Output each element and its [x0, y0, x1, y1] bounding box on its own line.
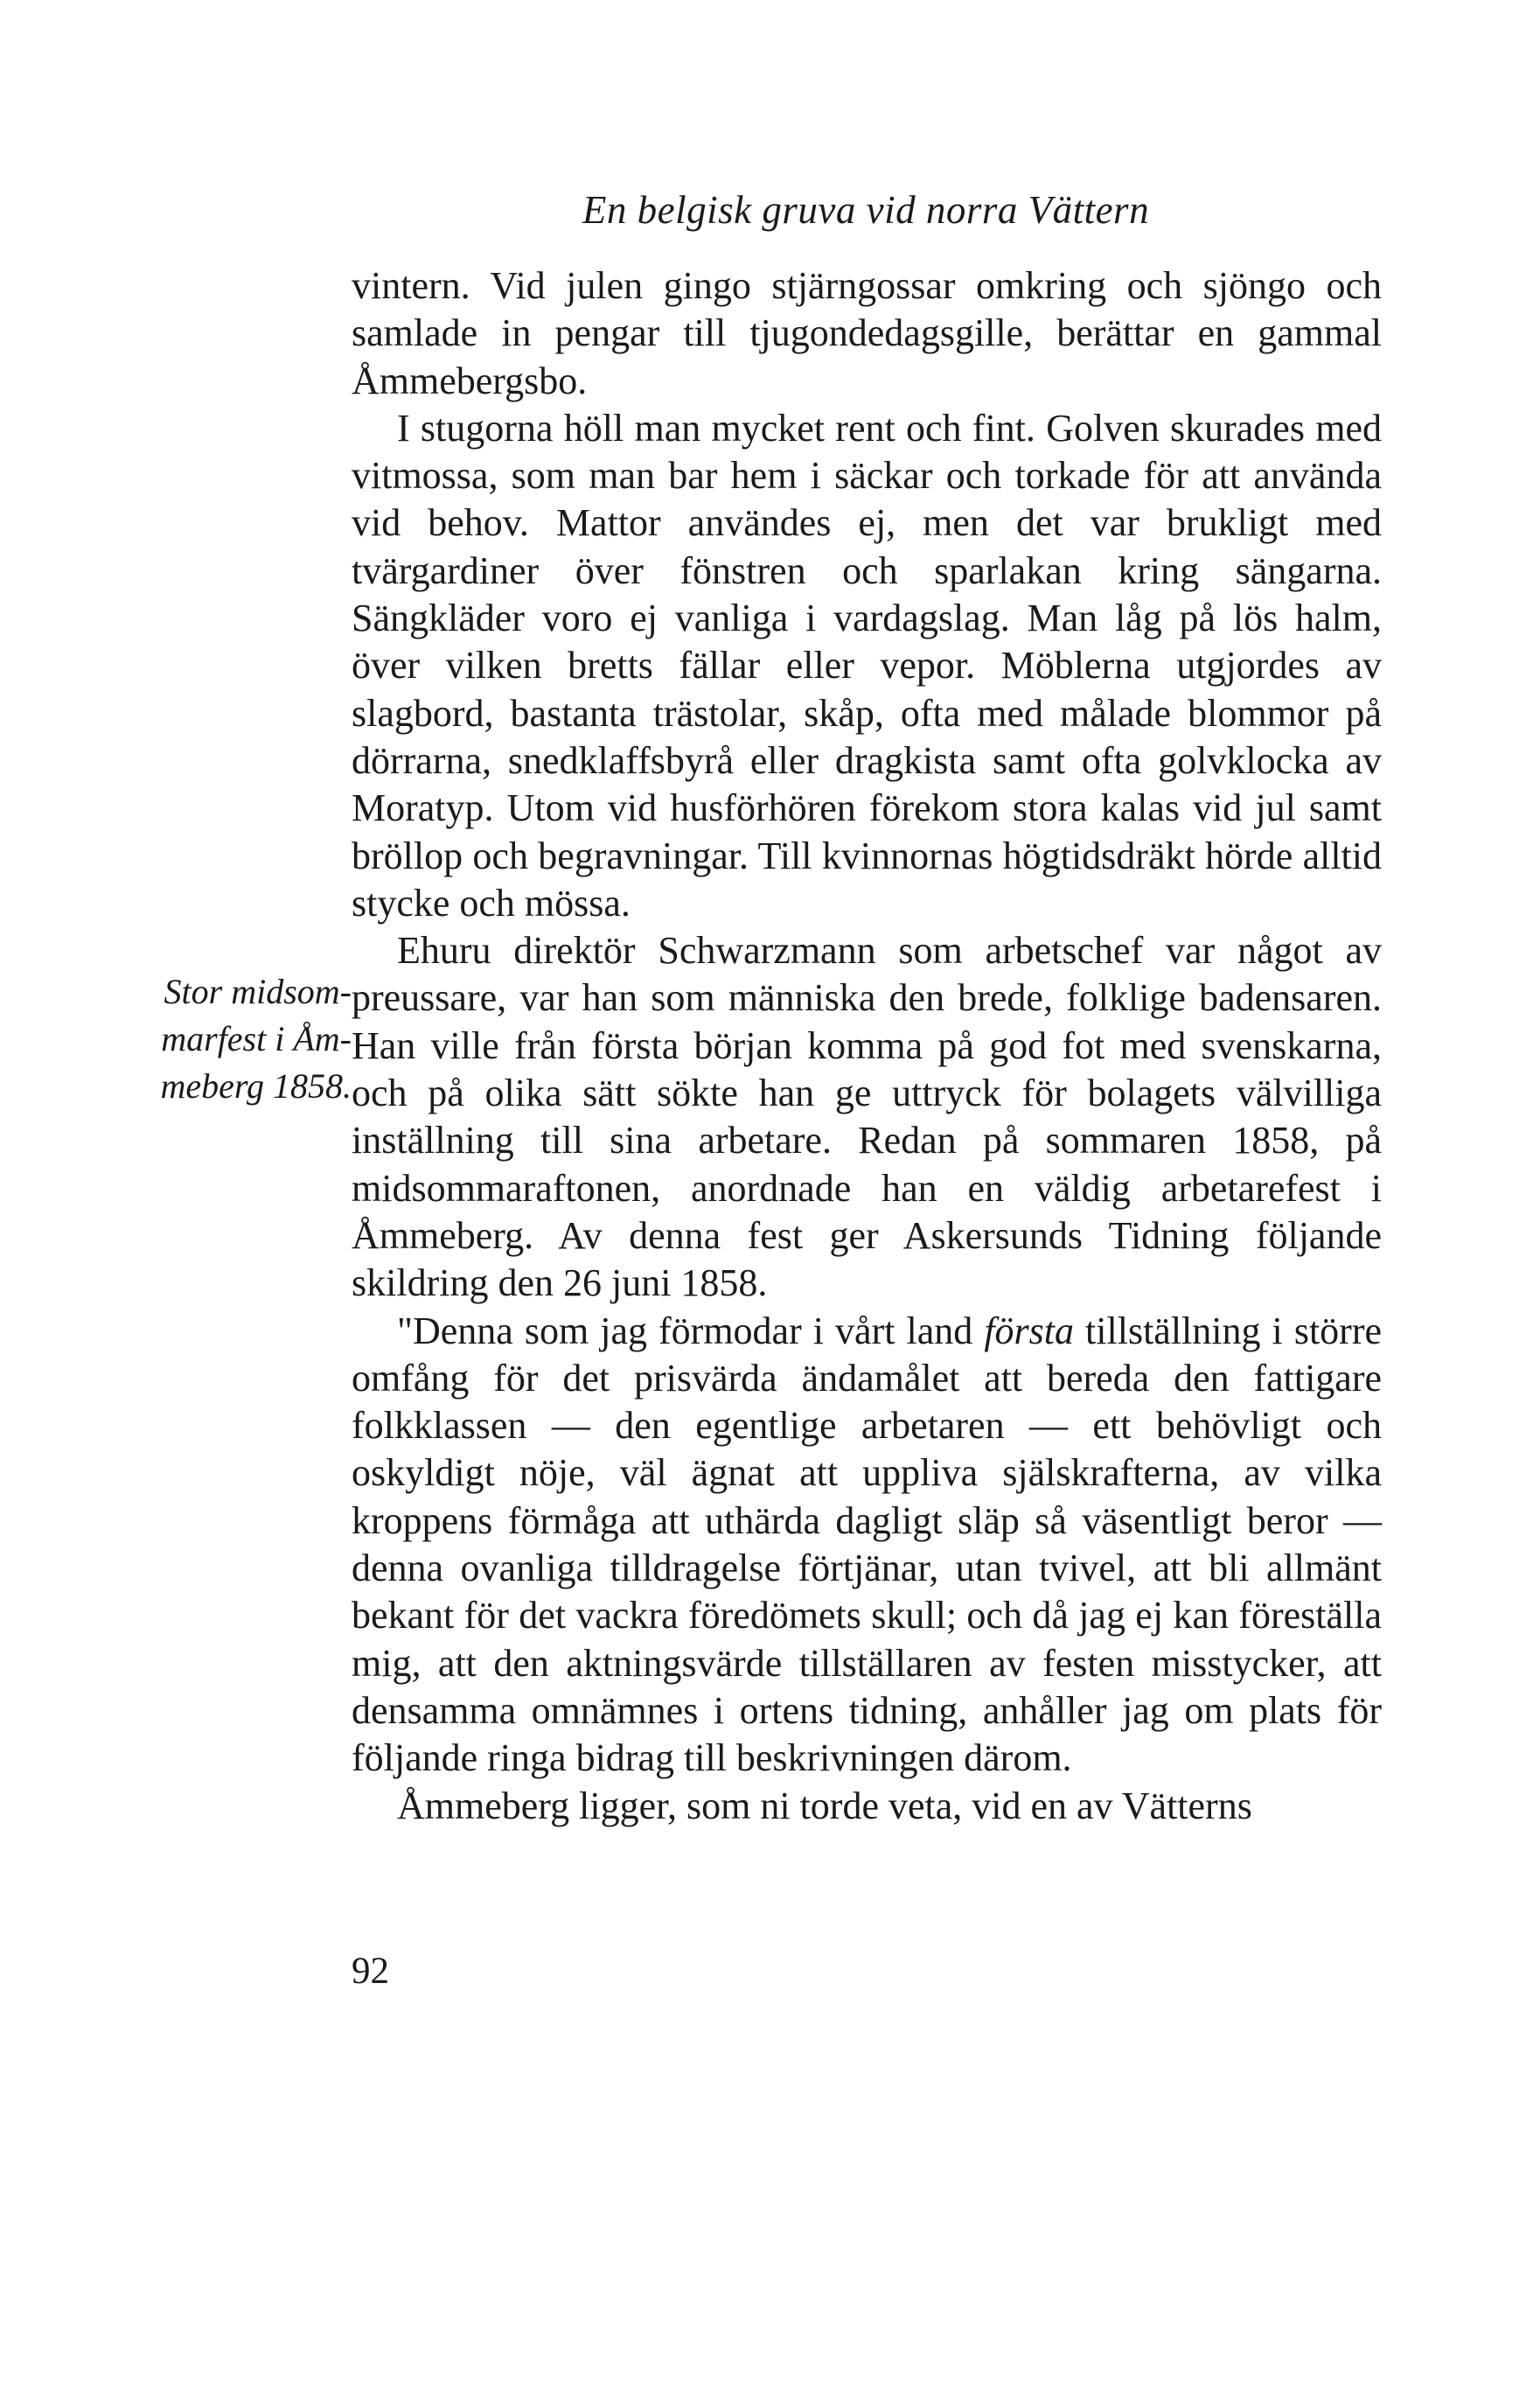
- body-text: [352, 262, 1382, 1830]
- margin-note: [149, 968, 352, 1110]
- paragraph-ammeberg: Åmmeberg ligger, som ni torde veta, vid en av Vätterns: [397, 1784, 1252, 1827]
- running-head: En belgisk gruva vid norra Vättern: [582, 188, 1150, 232]
- paragraph-quote: [352, 1308, 1382, 1783]
- paragraph-schwarzmann: Ehuru direktör Schwarzmann som arbetschef var något av preussare, var han som människa den brede, folklige badensaren. Han ville från första början komma på god fot med svenskarna, och på olika sätt sökte han ge uttryck för bolagets välvilliga inställning till sina arbetare. Redan på sommaren 1858, på midsommaraftonen, anordnade han en väldig arbetarefest i Åmmeberg. Av denna fest ger Askersunds Tidning följande skildring den 26 juni 1858.: [352, 929, 1382, 1305]
- quote-text-rest: tillställning i större omfång för det prisvärda ändamålet att bereda den fattigare folkklassen — den egentlige arbetaren — ett behövligt och oskyldigt nöje, väl ägnat att uppliva själskrafterna, av vilka kroppens förmåga att uthärda dagligt släp så väsentligt beror — denna ovanliga tilldragelse förtjänar, utan tvivel, att bli allmänt bekant för det vackra föredömets skull; och då jag ej kan föreställa mig, att den aktningsvärde tillställaren av festen misstycker, att densamma omnämnes i ortens tidning, anhåller jag om plats för följande ringa bidrag till beskrivningen därom.: [352, 1309, 1383, 1780]
- margin-note-line: meberg 1858.: [160, 1066, 352, 1106]
- margin-note-line: Stor midsom-: [164, 972, 352, 1011]
- quote-text-start: "Denna som jag förmodar i vårt land: [397, 1309, 985, 1352]
- quote-emphasis: första: [984, 1309, 1075, 1352]
- margin-note-line: marfest i Åm-: [161, 1019, 352, 1058]
- paragraph-homes: I stugorna höll man mycket rent och fint. Golven skurades med vitmossa, som man bar hem i säckar och torkade för att använda vid behov. Mattor användes ej, men det var brukligt med tvärgardiner över fönstren och sparlakan kring sängarna. Sängkläder voro ej vanliga i vardagslag. Man låg på lös halm, över vilken bretts fällar eller vepor. Möblerna utgjordes av slagbord, bastanta trästolar, skåp, ofta med målade blommor på dörrarna, snedklaffsbyrå eller dragkista samt ofta golvklocka av Moratyp. Utom vid husförhören förekom stora kalas vid jul samt bröllop och begravningar. Till kvinnornas högtidsdräkt hörde alltid stycke och mössa.: [352, 406, 1382, 925]
- page-number: 92: [352, 1951, 389, 1992]
- paragraph-continued: vintern. Vid julen gingo stjärngossar omkring och sjöngo och samlade in pengar till tjugondedagsgille, berättar en gammal Åmmebergsbo.: [352, 264, 1382, 402]
